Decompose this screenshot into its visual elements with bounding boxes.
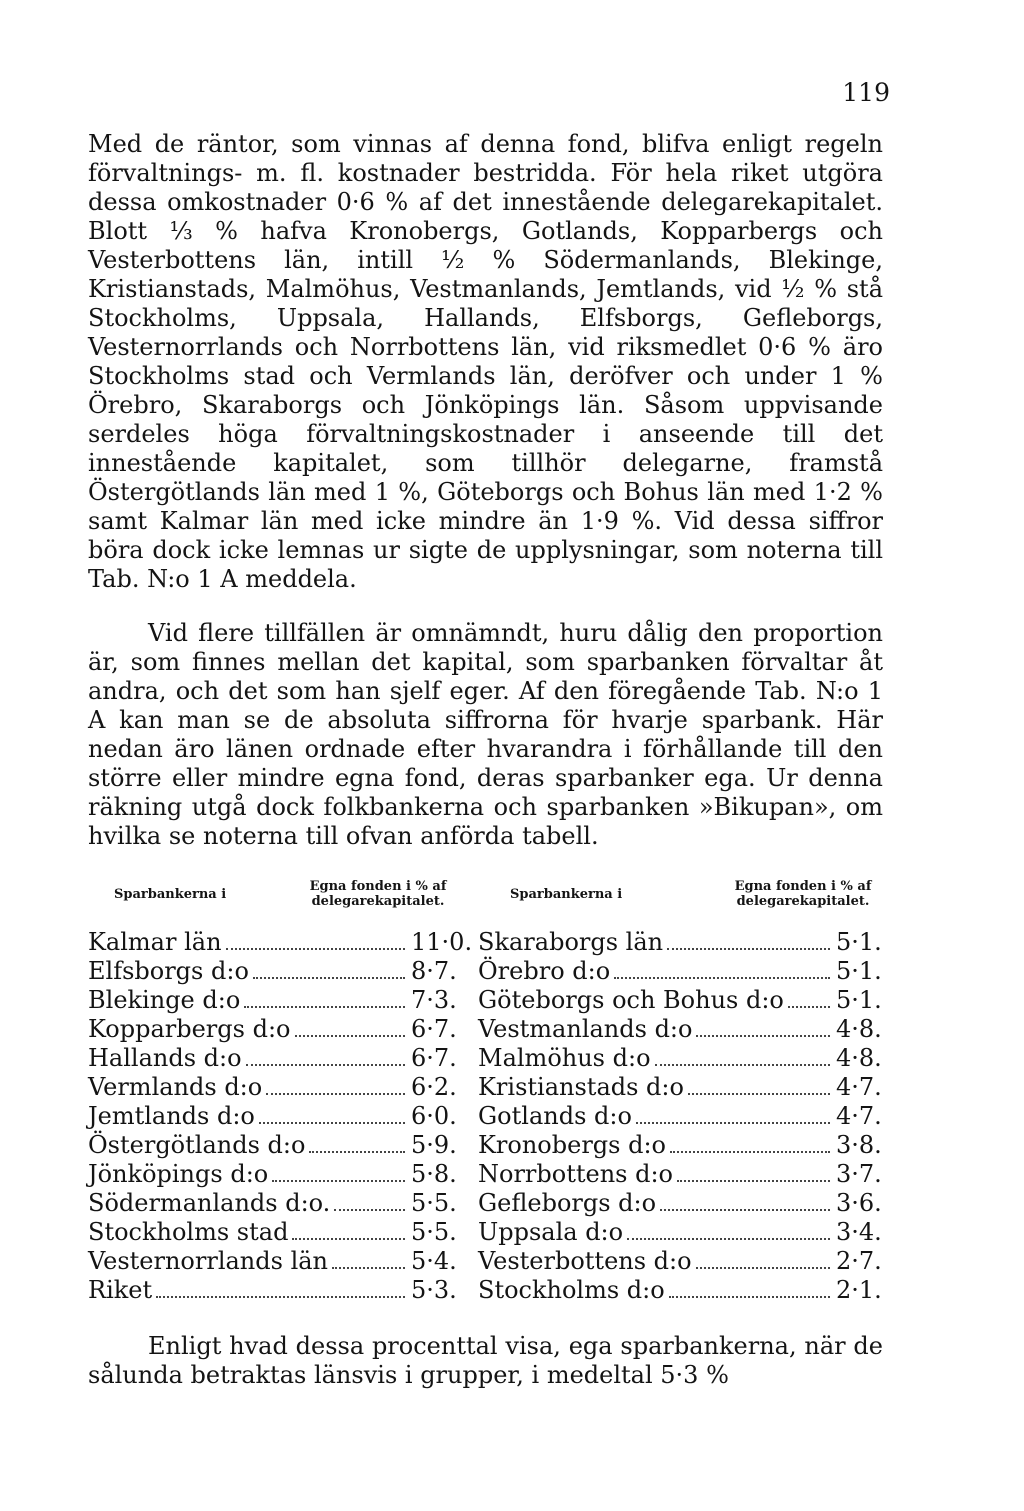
county-name: Hallands d:o [88, 1044, 242, 1072]
leader-dots [246, 1064, 405, 1066]
leader-dots [226, 948, 405, 950]
county-name: Kristianstads d:o [478, 1073, 684, 1101]
left-rows [88, 928, 473, 1305]
county-name: Vestmanlands d:o [478, 1015, 693, 1043]
leader-dots [627, 1238, 830, 1240]
county-name: Stockholms stad [88, 1218, 289, 1246]
paragraph-1: Med de räntor, som vinnas af denna fond, blifva enligt regeln förvaltnings- m. fl. kostnader bestridda. För hela riket utgöra dessa omkostnader 0·6 % af det innestående delegarekapitalet. Blott ⅓ % hafva Kronobergs, Gotlands, Kopparbergs och Vesterbottens län, intill ½ % Södermanlands, Blekinge, Kristianstads, Malmöhus, Vestmanlands, Jemtlands, vid ½ % stå Stockholms, Uppsala, Hallands, Elfsborgs, Gefleborgs, Vesternorrlands och Norrbottens län, vid riksmedlet 0·6 % äro Stockholms stad och Vermlands län, deröfver och under 1 % Örebro, Skaraborgs och Jönköpings län. Såsom uppvisande serdeles höga förvaltningskostnader i anseende till det innestående kapitalet, som tillhör delegarne, framstå Östergötlands län med 1 %, Göteborgs och Bohus län med 1·2 % samt Kalmar län med icke mindre än 1·9 %. Vid dessa siffror böra dock icke lemnas ur sigte de upplysningar, som noterna till Tab. N:o 1 A meddela. [88, 130, 883, 593]
fund-percent: 5·1. [836, 928, 882, 956]
table-row [88, 957, 463, 986]
table-row [88, 1073, 463, 1102]
county-name: Jemtlands d:o [88, 1102, 255, 1130]
county-name: Göteborgs och Bohus d:o [478, 986, 784, 1014]
fund-percent: 5·1. [836, 957, 882, 985]
table-row [478, 1015, 888, 1044]
header-name: Sparbankerna i [114, 886, 227, 902]
table-row [478, 1247, 888, 1276]
county-name: Gefleborgs d:o [478, 1189, 657, 1217]
table-header [88, 872, 463, 916]
table-row [88, 1247, 463, 1276]
fund-percent: 4·7. [836, 1102, 882, 1130]
savings-bank-table [88, 872, 888, 1305]
leader-dots [788, 1006, 830, 1008]
county-name: Södermanlands d:o. [88, 1189, 331, 1217]
table-row [478, 1276, 888, 1305]
leader-dots [292, 1238, 405, 1240]
table-row [478, 1218, 888, 1247]
fund-percent: 3·6. [836, 1189, 882, 1217]
table-row [88, 1160, 463, 1189]
fund-percent: 3·4. [836, 1218, 882, 1246]
table-row [88, 1102, 463, 1131]
table-row [478, 1044, 888, 1073]
fund-percent: 2·1. [836, 1276, 882, 1304]
table-row [478, 1189, 888, 1218]
county-name: Kopparbergs d:o [88, 1015, 291, 1043]
county-name: Vermlands d:o [88, 1073, 263, 1101]
fund-percent: 11·0. [411, 928, 473, 956]
leader-dots [636, 1122, 830, 1124]
fund-percent: 5·8. [411, 1160, 457, 1188]
table-row [478, 1073, 888, 1102]
county-name: Jönköpings d:o [88, 1160, 269, 1188]
table-row [88, 986, 463, 1015]
leader-dots [655, 1064, 830, 1066]
table-row [478, 986, 888, 1015]
header-value: Egna fonden i % af delegarekapitalet. [734, 879, 872, 909]
leader-dots [688, 1093, 830, 1095]
table-row [478, 1102, 888, 1131]
county-name: Örebro d:o [478, 957, 611, 985]
header-value: Egna fonden i % af delegarekapitalet. [309, 879, 447, 909]
fund-percent: 3·8. [836, 1131, 882, 1159]
fund-percent: 5·4. [411, 1247, 457, 1275]
fund-percent: 3·7. [836, 1160, 882, 1188]
leader-dots [309, 1151, 405, 1153]
right-rows [478, 928, 888, 1305]
fund-percent: 6·0. [411, 1102, 457, 1130]
county-name: Kronobergs d:o [478, 1131, 667, 1159]
county-name: Östergötlands d:o [88, 1131, 306, 1159]
fund-percent: 6·7. [411, 1044, 457, 1072]
table-row [88, 1015, 463, 1044]
leader-dots [253, 977, 405, 979]
fund-percent: 4·8. [836, 1015, 882, 1043]
leader-dots [669, 1296, 830, 1298]
fund-percent: 5·9. [411, 1131, 457, 1159]
county-name: Blekinge d:o [88, 986, 241, 1014]
page-number: 119 [842, 78, 890, 107]
county-name: Elfsborgs d:o [88, 957, 249, 985]
county-name: Vesterbottens d:o [478, 1247, 692, 1275]
table-row [88, 1044, 463, 1073]
county-name: Riket [88, 1276, 153, 1304]
leader-dots [677, 1180, 830, 1182]
header-name: Sparbankerna i [510, 886, 623, 902]
leader-dots [667, 948, 830, 950]
county-name: Norrbottens d:o [478, 1160, 673, 1188]
fund-percent: 5·3. [411, 1276, 457, 1304]
leader-dots [272, 1180, 405, 1182]
table-row [88, 1218, 463, 1247]
fund-percent: 5·1. [836, 986, 882, 1014]
table-row [88, 1189, 463, 1218]
fund-percent: 2·7. [836, 1247, 882, 1275]
leader-dots [696, 1267, 830, 1269]
table-right-column [478, 872, 888, 1305]
table-row [88, 1131, 463, 1160]
paragraph-2: Vid flere tillfällen är omnämndt, huru dålig den proportion är, som finnes mellan det kapital, som sparbanken förvaltar åt andra, och det som han sjelf eger. Af den föregående Tab. N:o 1 A kan man se de absoluta siffrorna för hvarje sparbank. Här nedan äro länen ordnade efter hvarandra i förhållande till den större eller mindre egna fond, deras sparbanker ega. Ur denna räkning utgå dock folkbankerna och sparbanken »Bikupan», om hvilka se noterna till ofvan anförda tabell. [88, 619, 883, 850]
leader-dots [156, 1296, 405, 1298]
county-name: Kalmar län [88, 928, 222, 956]
leader-dots [670, 1151, 830, 1153]
leader-dots [334, 1209, 405, 1211]
county-name: Uppsala d:o [478, 1218, 624, 1246]
leader-dots [614, 977, 830, 979]
leader-dots [332, 1267, 405, 1269]
leader-dots [244, 1006, 405, 1008]
fund-percent: 4·7. [836, 1073, 882, 1101]
county-name: Gotlands d:o [478, 1102, 632, 1130]
county-name: Skaraborgs län [478, 928, 664, 956]
leader-dots [696, 1035, 830, 1037]
table-row [88, 1276, 463, 1305]
leader-dots [259, 1122, 405, 1124]
leader-dots [660, 1209, 830, 1211]
leader-dots [266, 1093, 405, 1095]
paragraph-3: Enligt hvad dessa procenttal visa, ega sparbankerna, när de sålunda betraktas länsvis i grupper, i medeltal 5·3 % [88, 1332, 883, 1389]
fund-percent: 4·8. [836, 1044, 882, 1072]
fund-percent: 6·2. [411, 1073, 457, 1101]
table-row [478, 1160, 888, 1189]
county-name: Malmöhus d:o [478, 1044, 651, 1072]
table-row [478, 1131, 888, 1160]
fund-percent: 7·3. [411, 986, 457, 1014]
table-header [478, 872, 888, 916]
table-row [88, 928, 473, 957]
fund-percent: 8·7. [411, 957, 457, 985]
fund-percent: 5·5. [411, 1218, 457, 1246]
county-name: Vesternorrlands län [88, 1247, 329, 1275]
fund-percent: 5·5. [411, 1189, 457, 1217]
fund-percent: 6·7. [411, 1015, 457, 1043]
leader-dots [295, 1035, 406, 1037]
county-name: Stockholms d:o [478, 1276, 665, 1304]
table-row [478, 928, 888, 957]
table-left-column [88, 872, 473, 1305]
table-row [478, 957, 888, 986]
